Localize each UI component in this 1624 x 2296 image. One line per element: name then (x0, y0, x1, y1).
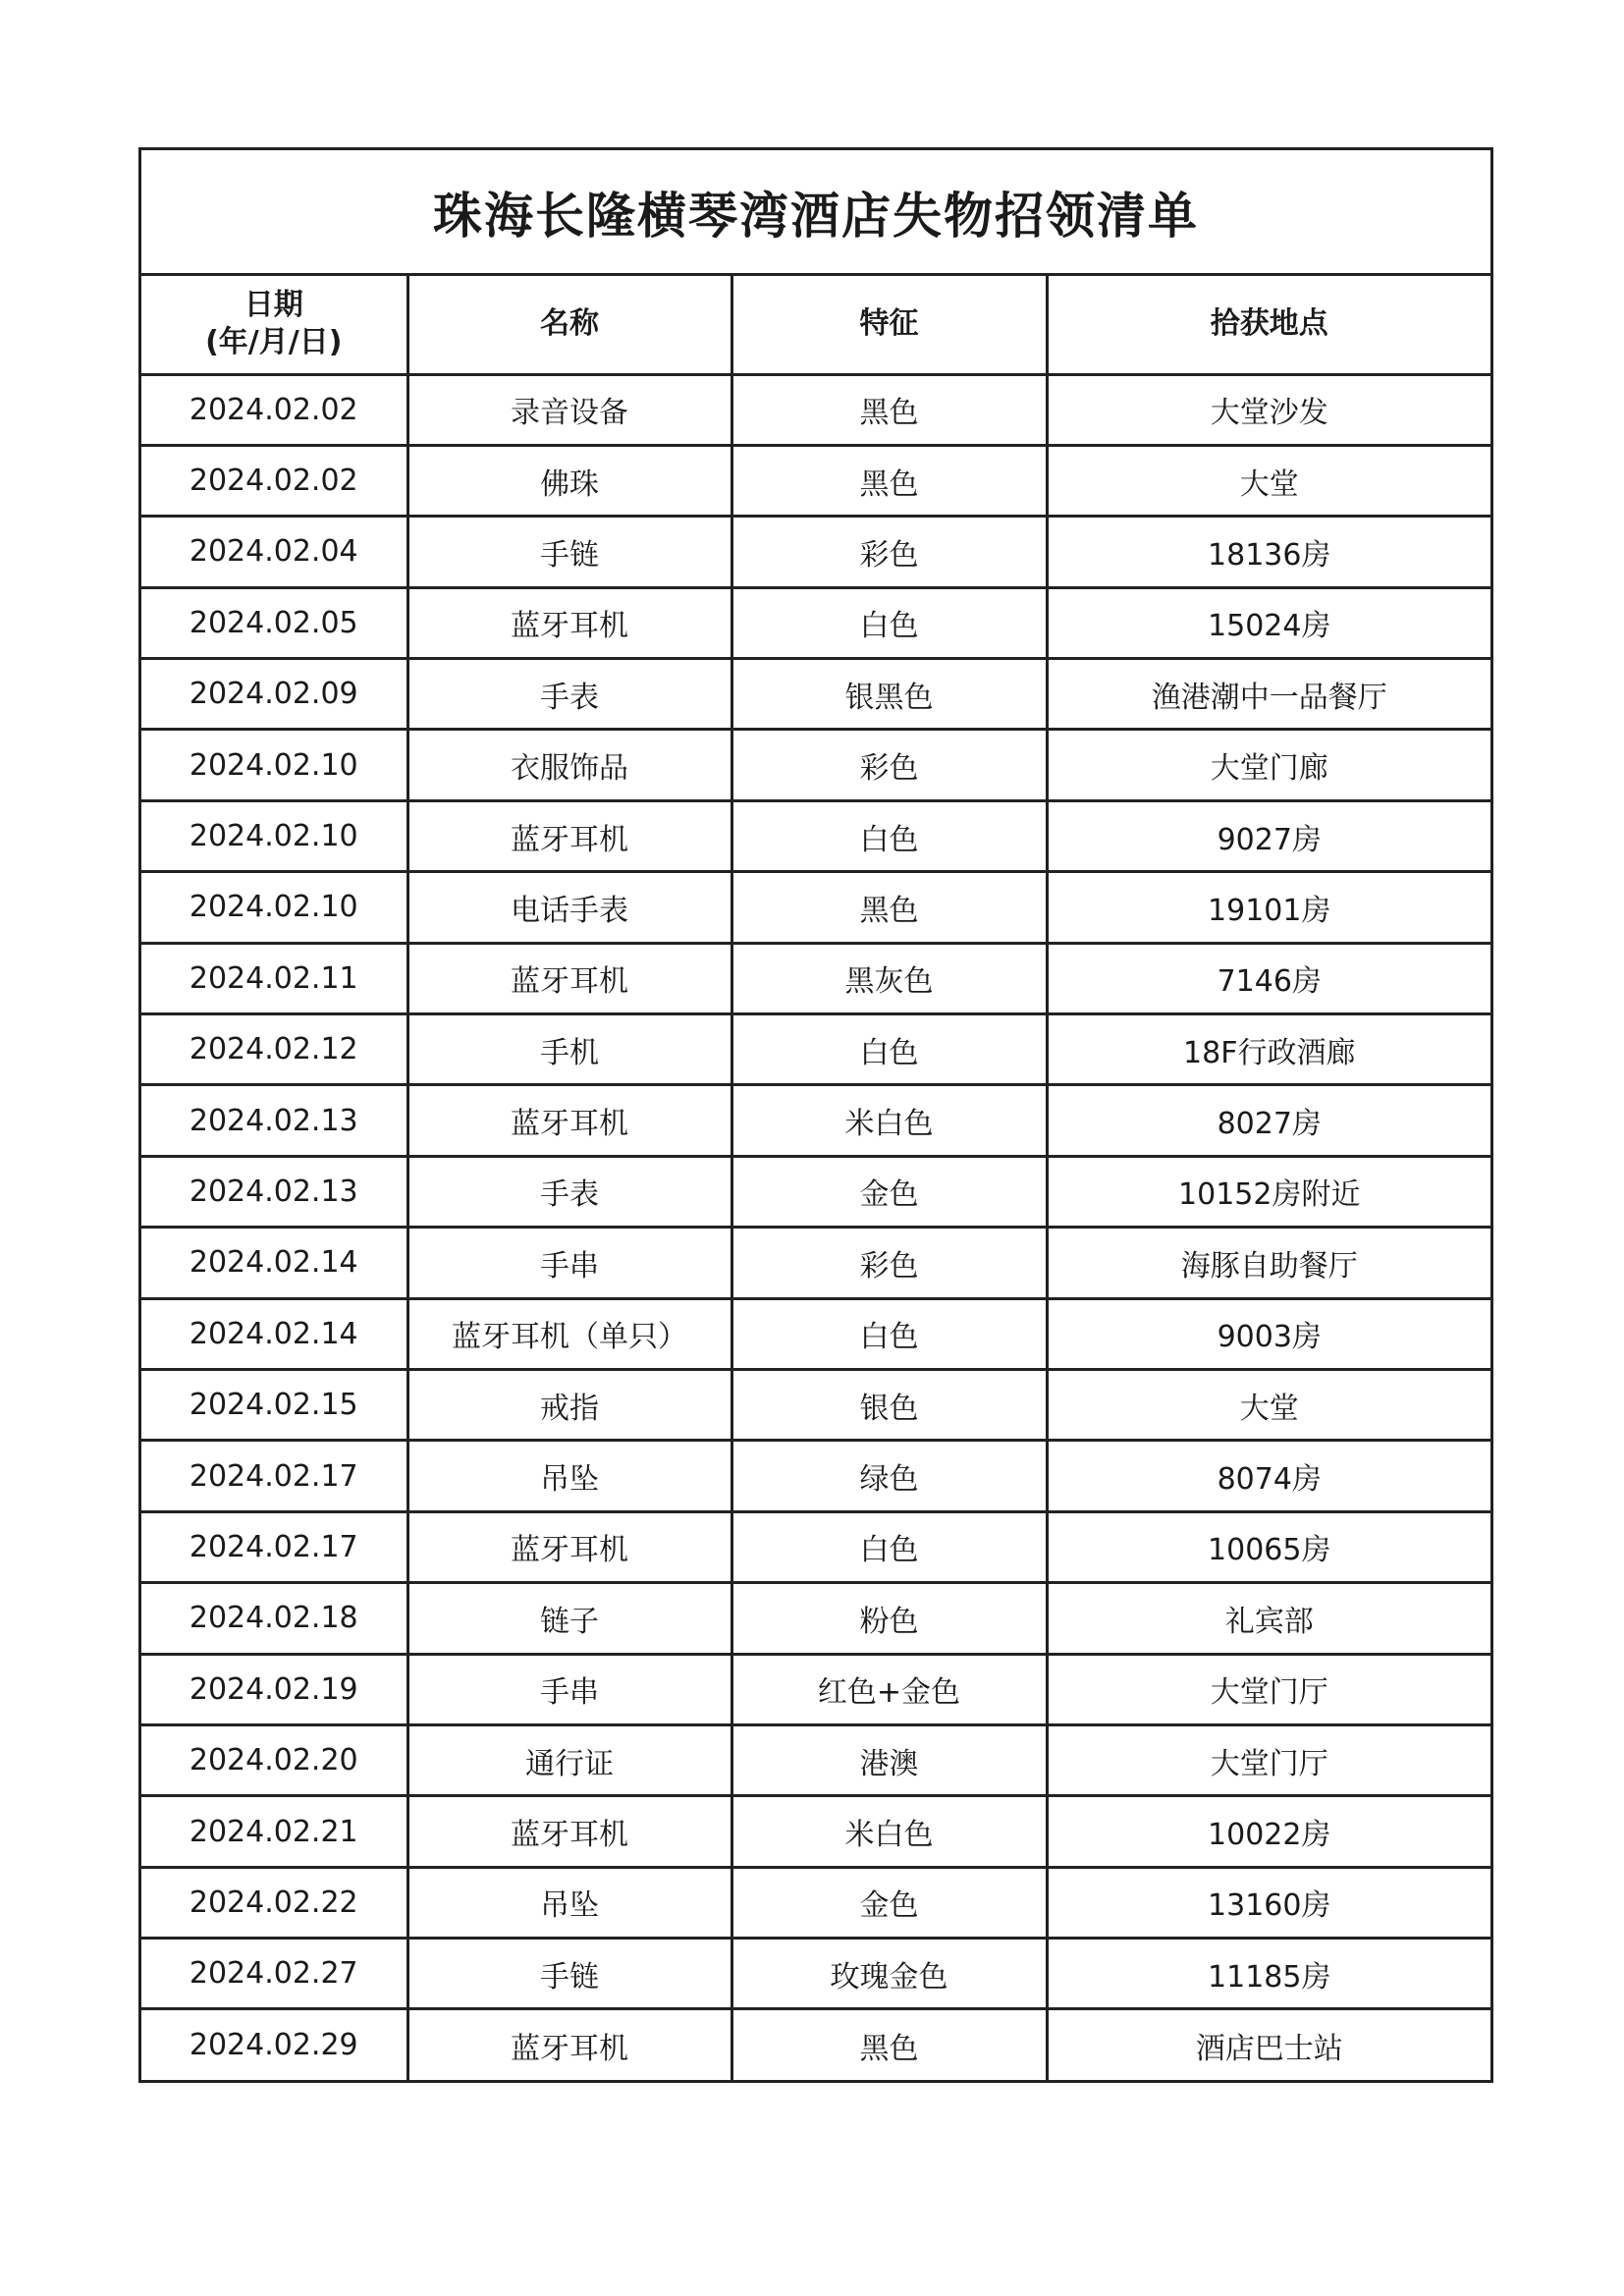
table-row (141, 1156, 1490, 1227)
cell-feature: 黑色 (731, 872, 1047, 943)
cell-name: 蓝牙耳机 (407, 800, 731, 871)
table-row (141, 1369, 1490, 1440)
cell-name: 蓝牙耳机 (407, 1511, 731, 1582)
cell-name: 手链 (407, 517, 731, 587)
cell-name: 戒指 (407, 1369, 731, 1440)
cell-feature: 绿色 (731, 1441, 1047, 1511)
table-row (141, 1796, 1490, 1867)
cell-name: 蓝牙耳机 (407, 1796, 731, 1867)
cell-location: 礼宾部 (1047, 1583, 1490, 1654)
header-name: 名称 (407, 276, 731, 374)
cell-feature: 金色 (731, 1156, 1047, 1227)
cell-location: 大堂 (1047, 1369, 1490, 1440)
cell-location: 9027房 (1047, 800, 1490, 871)
cell-feature: 彩色 (731, 517, 1047, 587)
table-row (141, 1583, 1490, 1654)
cell-location: 19101房 (1047, 872, 1490, 943)
cell-feature: 黑色 (731, 374, 1047, 445)
header-date (141, 276, 407, 374)
cell-date: 2024.02.05 (141, 587, 407, 658)
cell-date: 2024.02.02 (141, 374, 407, 445)
cell-feature: 黑色 (731, 445, 1047, 516)
cell-date: 2024.02.20 (141, 1724, 407, 1795)
cell-location: 18136房 (1047, 517, 1490, 587)
cell-name: 蓝牙耳机（单只） (407, 1298, 731, 1369)
cell-date: 2024.02.19 (141, 1654, 407, 1724)
table-row (141, 1724, 1490, 1795)
lost-found-sheet (138, 147, 1493, 2083)
cell-date: 2024.02.17 (141, 1511, 407, 1582)
cell-location: 大堂门廊 (1047, 730, 1490, 800)
cell-date: 2024.02.22 (141, 1867, 407, 1938)
cell-name: 佛珠 (407, 445, 731, 516)
cell-date: 2024.02.04 (141, 517, 407, 587)
cell-feature: 黑灰色 (731, 943, 1047, 1013)
cell-name: 手表 (407, 659, 731, 730)
cell-date: 2024.02.27 (141, 1939, 407, 2009)
table-row (141, 374, 1490, 445)
cell-feature: 玫瑰金色 (731, 1939, 1047, 2009)
cell-feature: 黑色 (731, 2009, 1047, 2080)
cell-feature: 粉色 (731, 1583, 1047, 1654)
cell-date: 2024.02.29 (141, 2009, 407, 2080)
cell-name: 录音设备 (407, 374, 731, 445)
title-row (141, 150, 1490, 276)
cell-date: 2024.02.21 (141, 1796, 407, 1867)
cell-location: 大堂门厅 (1047, 1724, 1490, 1795)
header-date-line2: (年/月/日) (205, 325, 343, 360)
cell-date: 2024.02.18 (141, 1583, 407, 1654)
table-row (141, 517, 1490, 587)
table-body (141, 374, 1490, 2080)
cell-location: 渔港潮中一品餐厅 (1047, 659, 1490, 730)
cell-name: 衣服饰品 (407, 730, 731, 800)
cell-name: 通行证 (407, 1724, 731, 1795)
lost-found-table (141, 276, 1490, 2080)
cell-location: 13160房 (1047, 1867, 1490, 1938)
cell-feature: 白色 (731, 1298, 1047, 1369)
cell-name: 手机 (407, 1014, 731, 1085)
table-row (141, 1511, 1490, 1582)
cell-feature: 米白色 (731, 1085, 1047, 1156)
table-row (141, 659, 1490, 730)
cell-location: 8074房 (1047, 1441, 1490, 1511)
cell-date: 2024.02.10 (141, 800, 407, 871)
cell-date: 2024.02.15 (141, 1369, 407, 1440)
cell-date: 2024.02.12 (141, 1014, 407, 1085)
cell-feature: 彩色 (731, 1228, 1047, 1298)
table-row (141, 1654, 1490, 1724)
cell-location: 15024房 (1047, 587, 1490, 658)
table-row (141, 1867, 1490, 1938)
cell-name: 手表 (407, 1156, 731, 1227)
page-title: 珠海长隆横琴湾酒店失物招领清单 (433, 187, 1199, 245)
cell-location: 7146房 (1047, 943, 1490, 1013)
cell-date: 2024.02.14 (141, 1298, 407, 1369)
cell-name: 手链 (407, 1939, 731, 2009)
cell-date: 2024.02.09 (141, 659, 407, 730)
cell-location: 海豚自助餐厅 (1047, 1228, 1490, 1298)
table-row (141, 872, 1490, 943)
cell-feature: 金色 (731, 1867, 1047, 1938)
cell-feature: 彩色 (731, 730, 1047, 800)
table-row (141, 2009, 1490, 2080)
cell-name: 电话手表 (407, 872, 731, 943)
header-feature: 特征 (731, 276, 1047, 374)
table-row (141, 445, 1490, 516)
cell-name: 蓝牙耳机 (407, 1085, 731, 1156)
cell-feature: 港澳 (731, 1724, 1047, 1795)
table-row (141, 1298, 1490, 1369)
cell-date: 2024.02.13 (141, 1085, 407, 1156)
cell-feature: 银黑色 (731, 659, 1047, 730)
cell-location: 酒店巴士站 (1195, 2031, 1343, 2066)
cell-location: 10152房附近 (1047, 1156, 1490, 1227)
cell-date: 2024.02.10 (141, 872, 407, 943)
cell-location: 11185房 (1047, 1939, 1490, 2009)
cell-date: 2024.02.10 (141, 730, 407, 800)
table-row (141, 730, 1490, 800)
cell-location: 10065房 (1047, 1511, 1490, 1582)
cell-date: 2024.02.14 (141, 1228, 407, 1298)
header-row (141, 276, 1490, 374)
cell-name: 蓝牙耳机 (407, 2009, 731, 2080)
table-row (141, 1441, 1490, 1511)
cell-name: 蓝牙耳机 (407, 943, 731, 1013)
table-row (141, 800, 1490, 871)
header-location: 拾获地点 (1047, 276, 1490, 374)
cell-name: 蓝牙耳机 (407, 587, 731, 658)
cell-name: 手串 (407, 1654, 731, 1724)
cell-feature: 银色 (731, 1369, 1047, 1440)
cell-feature: 红色+金色 (731, 1654, 1047, 1724)
cell-name: 吊坠 (407, 1441, 731, 1511)
cell-feature: 米白色 (731, 1796, 1047, 1867)
cell-location: 18F行政酒廊 (1047, 1014, 1490, 1085)
cell-date: 2024.02.02 (141, 445, 407, 516)
cell-location: 10022房 (1047, 1796, 1490, 1867)
cell-feature: 白色 (731, 587, 1047, 658)
cell-date: 2024.02.11 (141, 943, 407, 1013)
cell-date: 2024.02.17 (141, 1441, 407, 1511)
table-row (141, 1085, 1490, 1156)
table-row (141, 1014, 1490, 1085)
cell-feature: 白色 (731, 1014, 1047, 1085)
table-row (141, 1228, 1490, 1298)
cell-date: 2024.02.13 (141, 1156, 407, 1227)
table-row (141, 587, 1490, 658)
cell-name: 手串 (407, 1228, 731, 1298)
cell-location: 大堂门厅 (1047, 1654, 1490, 1724)
cell-location: 8027房 (1047, 1085, 1490, 1156)
cell-feature: 白色 (731, 1511, 1047, 1582)
table-row (141, 943, 1490, 1013)
cell-feature: 白色 (731, 800, 1047, 871)
cell-location: 9003房 (1047, 1298, 1490, 1369)
cell-location: 大堂 (1047, 445, 1490, 516)
cell-location: 大堂沙发 (1047, 374, 1490, 445)
cell-name: 链子 (407, 1583, 731, 1654)
table-row (141, 1939, 1490, 2009)
cell-name: 吊坠 (407, 1867, 731, 1938)
header-date-line1: 日期 (244, 288, 303, 323)
